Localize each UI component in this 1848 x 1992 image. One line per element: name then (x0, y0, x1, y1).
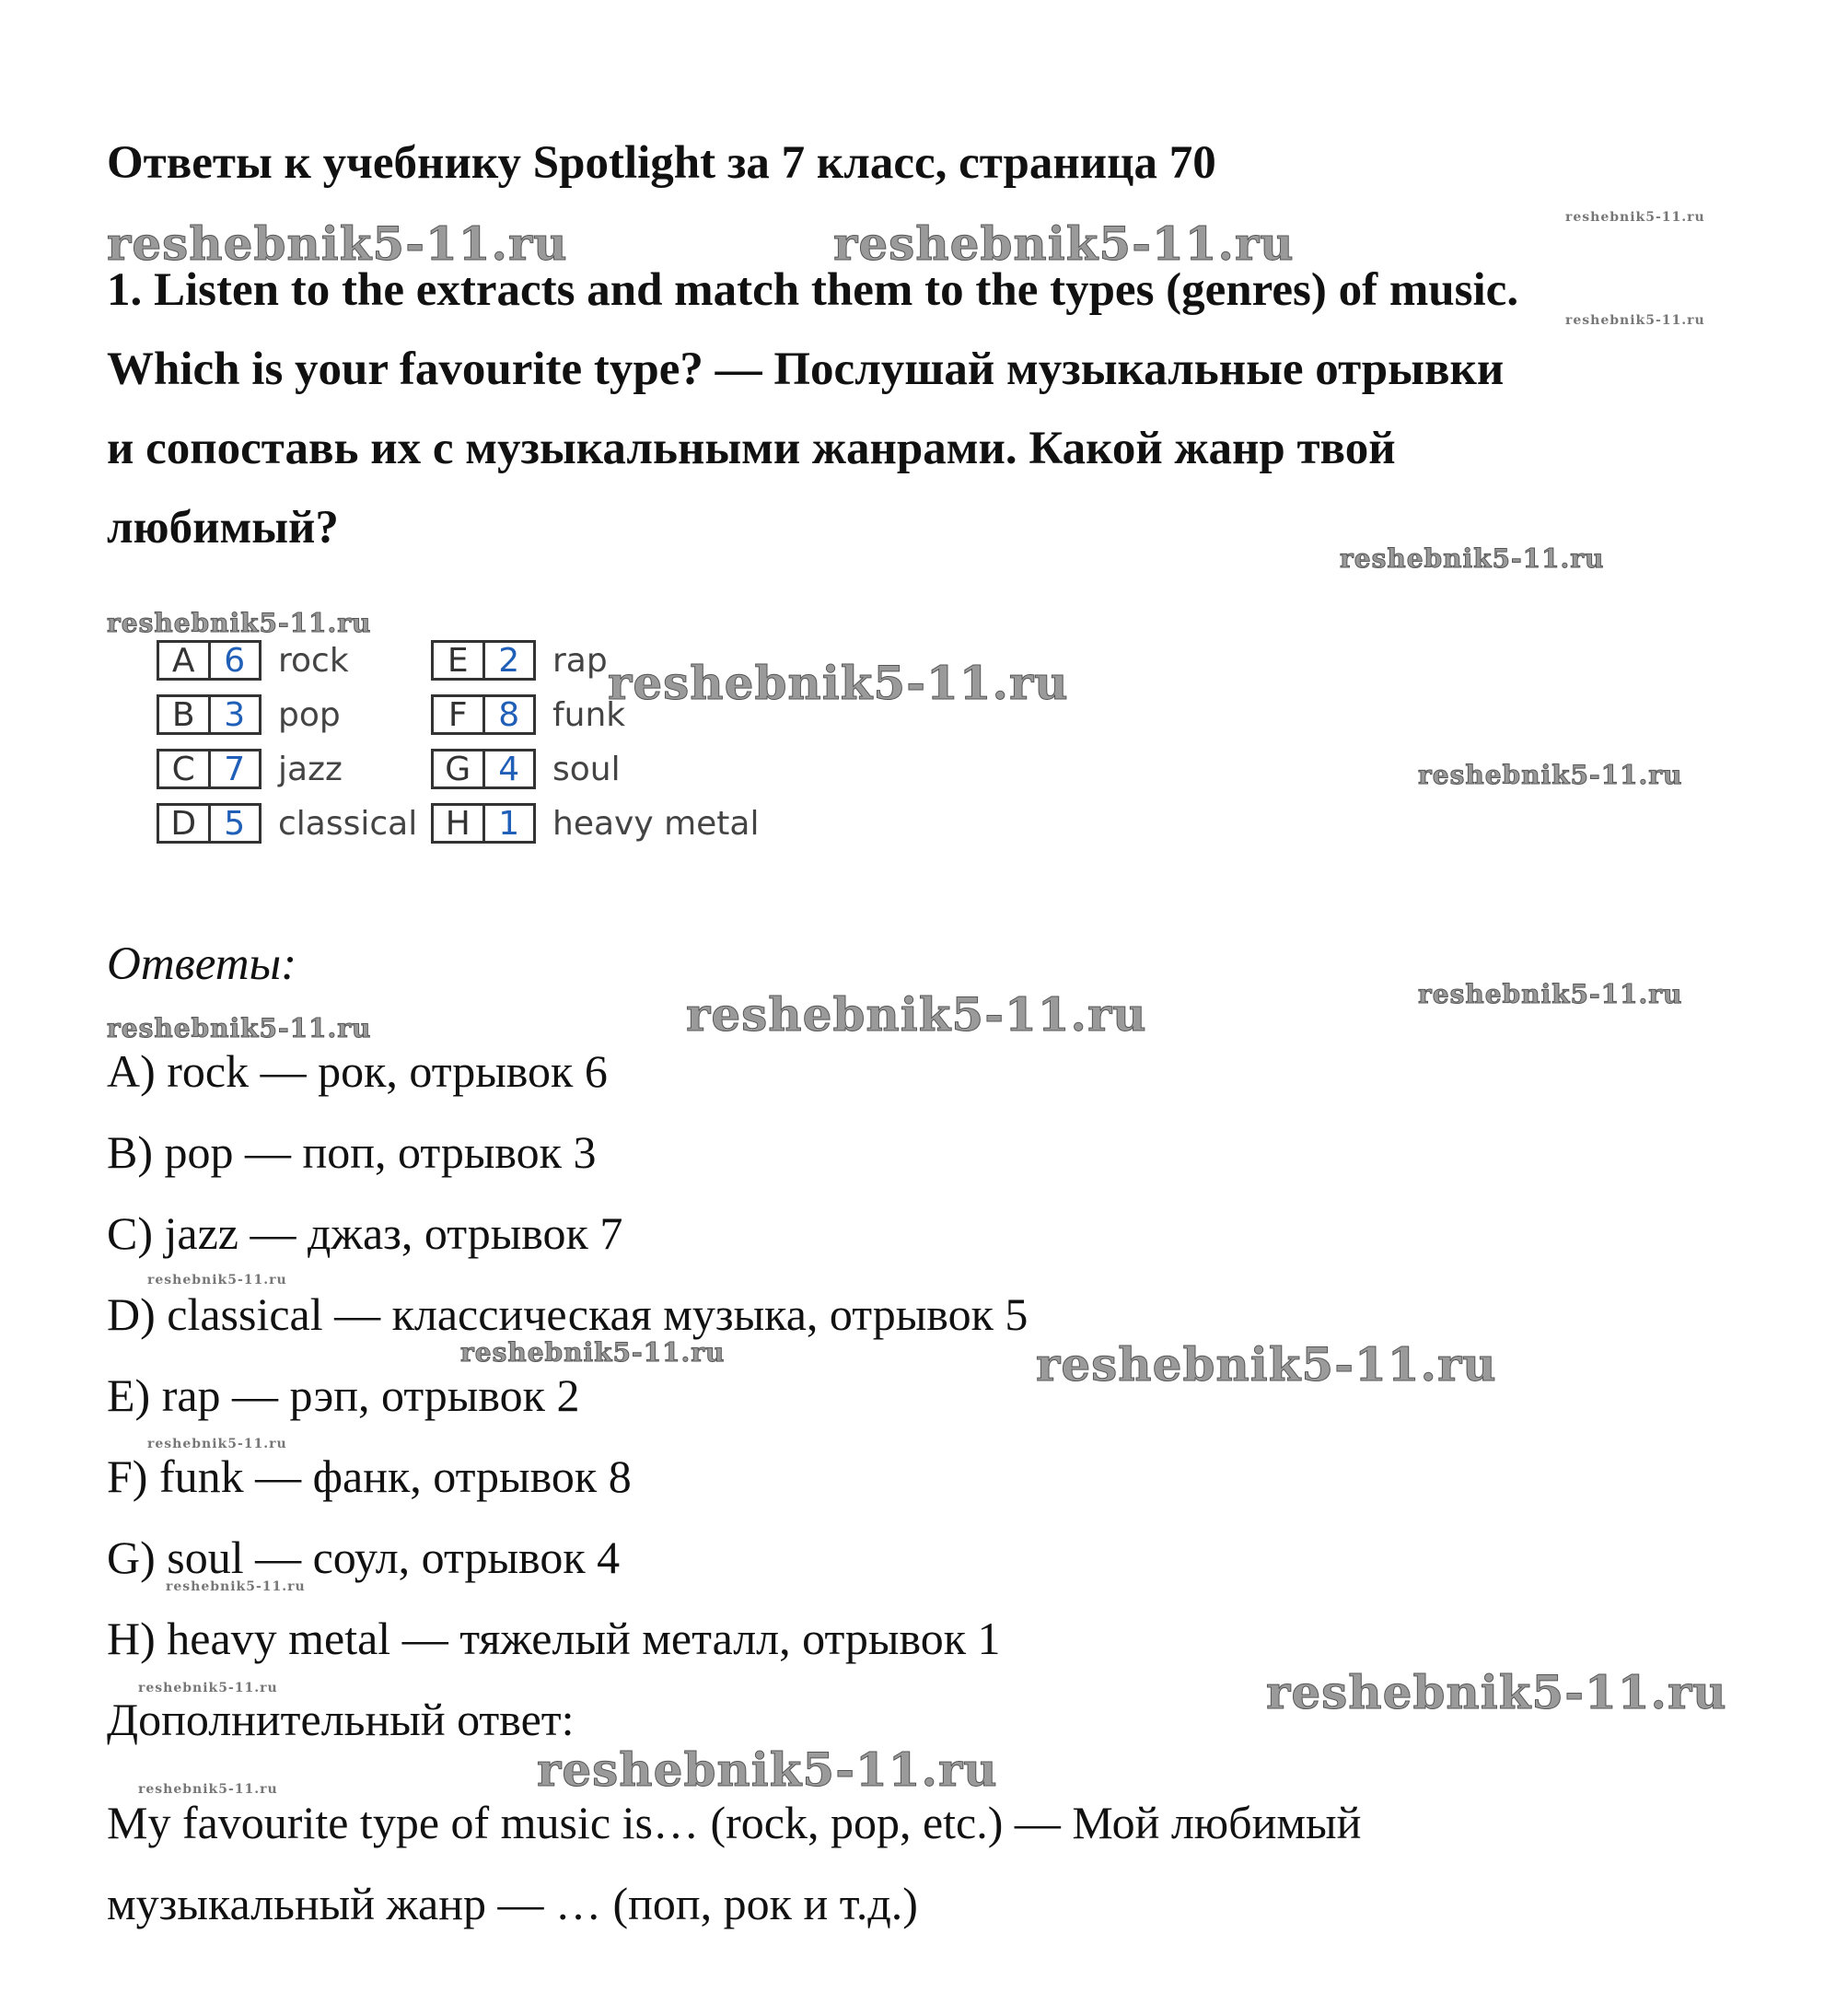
answer-box (157, 640, 262, 681)
exercise-item (157, 749, 343, 789)
watermark: reshebnik5-11.ru (460, 1337, 726, 1368)
watermark: reshebnik5-11.ru (1418, 979, 1683, 1009)
item-letter: E (434, 643, 485, 678)
answer-box (431, 694, 536, 735)
answer-box (431, 803, 536, 844)
task-line-3: и сопоставь их с музыкальными жанрами. Какой жанр твой (107, 423, 1396, 474)
item-genre: classical (278, 804, 418, 843)
item-letter: H (434, 806, 485, 841)
watermark: reshebnik5-11.ru (1418, 760, 1683, 790)
item-number: 4 (498, 750, 520, 788)
item-genre: funk (552, 695, 626, 734)
answer-line: H) heavy metal — тяжелый металл, отрывок 1 (107, 1613, 1001, 1664)
answer-box (157, 749, 262, 789)
watermark: reshebnik5-11.ru (686, 987, 1147, 1042)
item-letter: F (434, 697, 485, 732)
watermark: reshebnik5-11.ru (1565, 210, 1705, 225)
item-letter: B (159, 697, 211, 732)
task-line-4: любимый? (107, 502, 339, 553)
item-letter: G (434, 751, 485, 786)
page-title: Ответы к учебнику Spotlight за 7 класс, страница 70 (107, 137, 1216, 189)
extra-line-2: музыкальный жанр — … (поп, рок и т.д.) (107, 1878, 918, 1929)
watermark: reshebnik5-11.ru (147, 1437, 287, 1451)
item-number: 7 (224, 750, 246, 788)
watermark: reshebnik5-11.ru (107, 216, 568, 271)
watermark: reshebnik5-11.ru (1036, 1337, 1497, 1392)
answer-line: D) classical — классическая музыка, отрывок 5 (107, 1288, 1029, 1340)
answer-line: G) soul — соул, отрывок 4 (107, 1532, 621, 1583)
item-letter: D (159, 806, 211, 841)
task-line-1: 1. Listen to the extracts and match them to the types (genres) of music. (107, 264, 1519, 316)
watermark: reshebnik5-11.ru (608, 656, 1069, 710)
item-number: 6 (224, 641, 246, 680)
extra-heading: Дополнительный ответ: (107, 1694, 575, 1745)
watermark: reshebnik5-11.ru (1340, 543, 1605, 574)
answer-line: C) jazz — джаз, отрывок 7 (107, 1207, 623, 1259)
watermark: reshebnik5-11.ru (138, 1782, 278, 1797)
item-genre: rock (278, 641, 349, 680)
answer-line: E) rap — рэп, отрывок 2 (107, 1369, 580, 1421)
answer-line: A) rock — рок, отрывок 6 (107, 1045, 608, 1097)
item-number: 1 (498, 804, 520, 843)
item-genre: rap (552, 641, 608, 680)
exercise-item (431, 640, 608, 681)
watermark: reshebnik5-11.ru (138, 1681, 278, 1695)
extra-line-1: My favourite type of music is… (rock, pop, etc.) — Мой любимый (107, 1797, 1362, 1848)
watermark: reshebnik5-11.ru (833, 216, 1295, 271)
answer-box (157, 694, 262, 735)
item-letter: C (159, 751, 211, 786)
answer-box (431, 640, 536, 681)
exercise-item (431, 749, 621, 789)
answer-box (157, 803, 262, 844)
exercise-item (431, 803, 759, 844)
answer-line: B) pop — поп, отрывок 3 (107, 1126, 597, 1178)
watermark: reshebnik5-11.ru (147, 1273, 287, 1287)
watermark: reshebnik5-11.ru (107, 1013, 372, 1043)
watermark: reshebnik5-11.ru (107, 608, 372, 638)
answers-heading: Ответы: (107, 938, 297, 990)
item-number: 8 (498, 695, 520, 734)
item-genre: pop (278, 695, 341, 734)
item-letter: A (159, 643, 211, 678)
answer-box (431, 749, 536, 789)
watermark: reshebnik5-11.ru (1565, 313, 1705, 328)
item-genre: heavy metal (552, 804, 760, 843)
watermark: reshebnik5-11.ru (1266, 1665, 1727, 1719)
exercise-item (157, 803, 417, 844)
item-number: 3 (224, 695, 246, 734)
answer-line: F) funk — фанк, отрывок 8 (107, 1450, 632, 1502)
item-genre: soul (552, 750, 621, 788)
watermark: reshebnik5-11.ru (166, 1579, 306, 1594)
exercise-item (431, 694, 625, 735)
item-genre: jazz (278, 750, 343, 788)
exercise-item (157, 694, 341, 735)
item-number: 5 (224, 804, 246, 843)
watermark: reshebnik5-11.ru (537, 1742, 998, 1797)
task-line-2: Which is your favourite type? — Послушай музыкальные отрывки (107, 344, 1505, 395)
item-number: 2 (498, 641, 520, 680)
exercise-item (157, 640, 349, 681)
